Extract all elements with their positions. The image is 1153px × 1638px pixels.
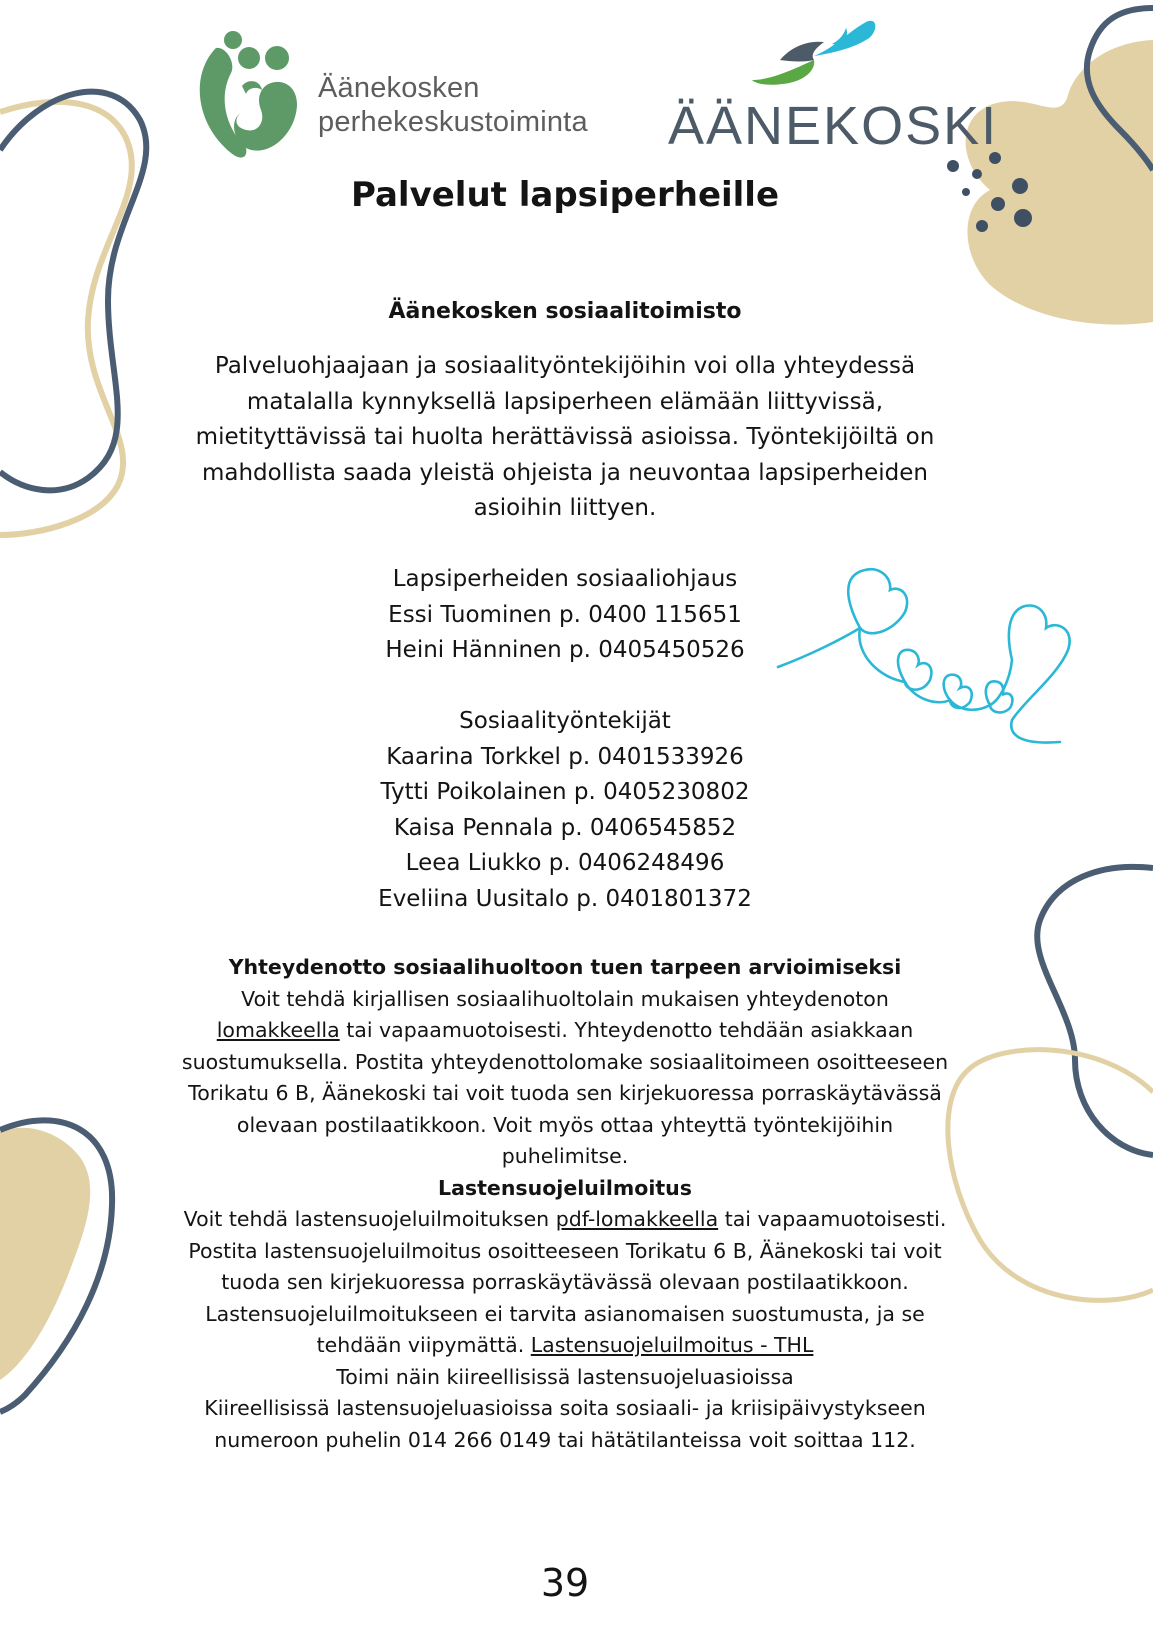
intro-line: matalalla kynnyksellä lapsiperheen elämään liittyvissä, (246, 388, 884, 415)
contact-heading: Yhteydenotto sosiaalihuoltoon tuen tarpeen arvioimiseksi (228, 955, 902, 979)
contact-section (0, 952, 1130, 1456)
social-office-intro (0, 349, 1130, 527)
city-logo (664, 18, 999, 156)
social-office-heading: Äänekosken sosiaalitoimisto (388, 299, 742, 324)
city-name: ÄÄNEKOSKI (668, 96, 999, 156)
contact-line-4: Torikatu 6 B, Äänekoski tai voit tuoda sen kirjekuoressa porraskäytävässä (188, 1081, 942, 1105)
family-center-name-line2: perhekeskustoiminta (318, 106, 588, 138)
social-workers-contacts (0, 704, 1130, 917)
family-center-logo (186, 28, 586, 164)
social-workers-heading: Sosiaalityöntekijät (459, 708, 671, 734)
urgent-line-2: numeroon puhelin 014 266 0149 tai hätätilanteissa voit soittaa 112. (214, 1427, 916, 1452)
contact-line: Tytti Poikolainen p. 0405230802 (380, 779, 750, 805)
urgent-heading: Toimi näin kiireellisissä lastensuojeluasioissa (336, 1364, 794, 1389)
contact-line-3: suostumuksella. Postita yhteydenottolomake sosiaalitoimeen osoitteeseen (181, 1049, 949, 1074)
pdf-form-link[interactable]: pdf-lomakkeella (555, 1207, 719, 1231)
thl-link[interactable]: Lastensuojeluilmoitus - THL (530, 1333, 814, 1357)
contact-line-2 (0, 1015, 1130, 1047)
child-protection-line-3: tuoda sen kirjekuoressa porraskäytävässä olevaan postilaatikkoon. (221, 1270, 909, 1294)
intro-line: mietityttävissä tai huolta herättävissä asioissa. Työntekijöiltä on (195, 424, 935, 450)
child-protection-line-2: Postita lastensuojeluilmoitus osoitteeseen Torikatu 6 B, Äänekoski tai voit (188, 1238, 942, 1263)
page-title: Palvelut lapsiperheille (350, 175, 780, 215)
guidance-heading: Lapsiperheiden sosiaaliohjaus (392, 566, 738, 592)
contact-line: Leea Liukko p. 0406248496 (405, 850, 725, 876)
family-center-name (318, 71, 588, 139)
intro-line: mahdollista saada yleistä ohjeista ja neuvontaa lapsiperheiden (201, 459, 929, 486)
guidance-contacts (0, 562, 1130, 669)
family-center-name-line1: Äänekosken (318, 72, 480, 104)
contact-line-2-text: tai vapaamuotoisesti. Yhteydenotto tehdään asiakkaan (339, 1018, 914, 1042)
contact-line-1: Voit tehdä kirjallisen sosiaalihuoltolain mukaisen yhteydenoton (241, 986, 889, 1011)
child-protection-line-1-end: tai vapaamuotoisesti. (718, 1207, 947, 1231)
intro-line: asioihin liittyen. (473, 495, 657, 521)
contact-line-6: puhelimitse. (501, 1144, 629, 1168)
contact-line: Kaisa Pennala p. 0406545852 (393, 814, 737, 841)
child-protection-heading: Lastensuojeluilmoitus (438, 1175, 692, 1200)
city-emblem (664, 18, 894, 98)
page-number: 39 (540, 1561, 590, 1605)
child-protection-line-4: Lastensuojeluilmoitukseen ei tarvita asianomaisen suostumusta, ja se (205, 1301, 925, 1326)
contact-line: Kaarina Torkkel p. 0401533926 (386, 743, 744, 770)
contact-line: Eveliina Uusitalo p. 0401801372 (378, 885, 752, 912)
family-center-emblem (186, 28, 316, 164)
contact-line-5: olevaan postilaatikkoon. Voit myös ottaa yhteyttä työntekijöihin (236, 1112, 894, 1137)
child-protection-line-1 (0, 1204, 1130, 1236)
contact-line: Essi Tuominen p. 0400 115651 (388, 601, 742, 628)
urgent-line-1: Kiireellisissä lastensuojeluasioissa soita sosiaali- ja kriisipäivystykseen (204, 1396, 926, 1420)
form-link[interactable]: lomakkeella (216, 1018, 340, 1042)
child-protection-line-5 (0, 1330, 1130, 1362)
contact-line: Heini Hänninen p. 0405450526 (385, 637, 745, 663)
child-protection-line-5-start: tehdään viipymättä. (316, 1333, 531, 1357)
child-protection-line-1-start: Voit tehdä lastensuojeluilmoituksen (183, 1207, 556, 1231)
intro-line: Palveluohjaajaan ja sosiaalityöntekijöihin voi olla yhteydessä (214, 353, 916, 379)
